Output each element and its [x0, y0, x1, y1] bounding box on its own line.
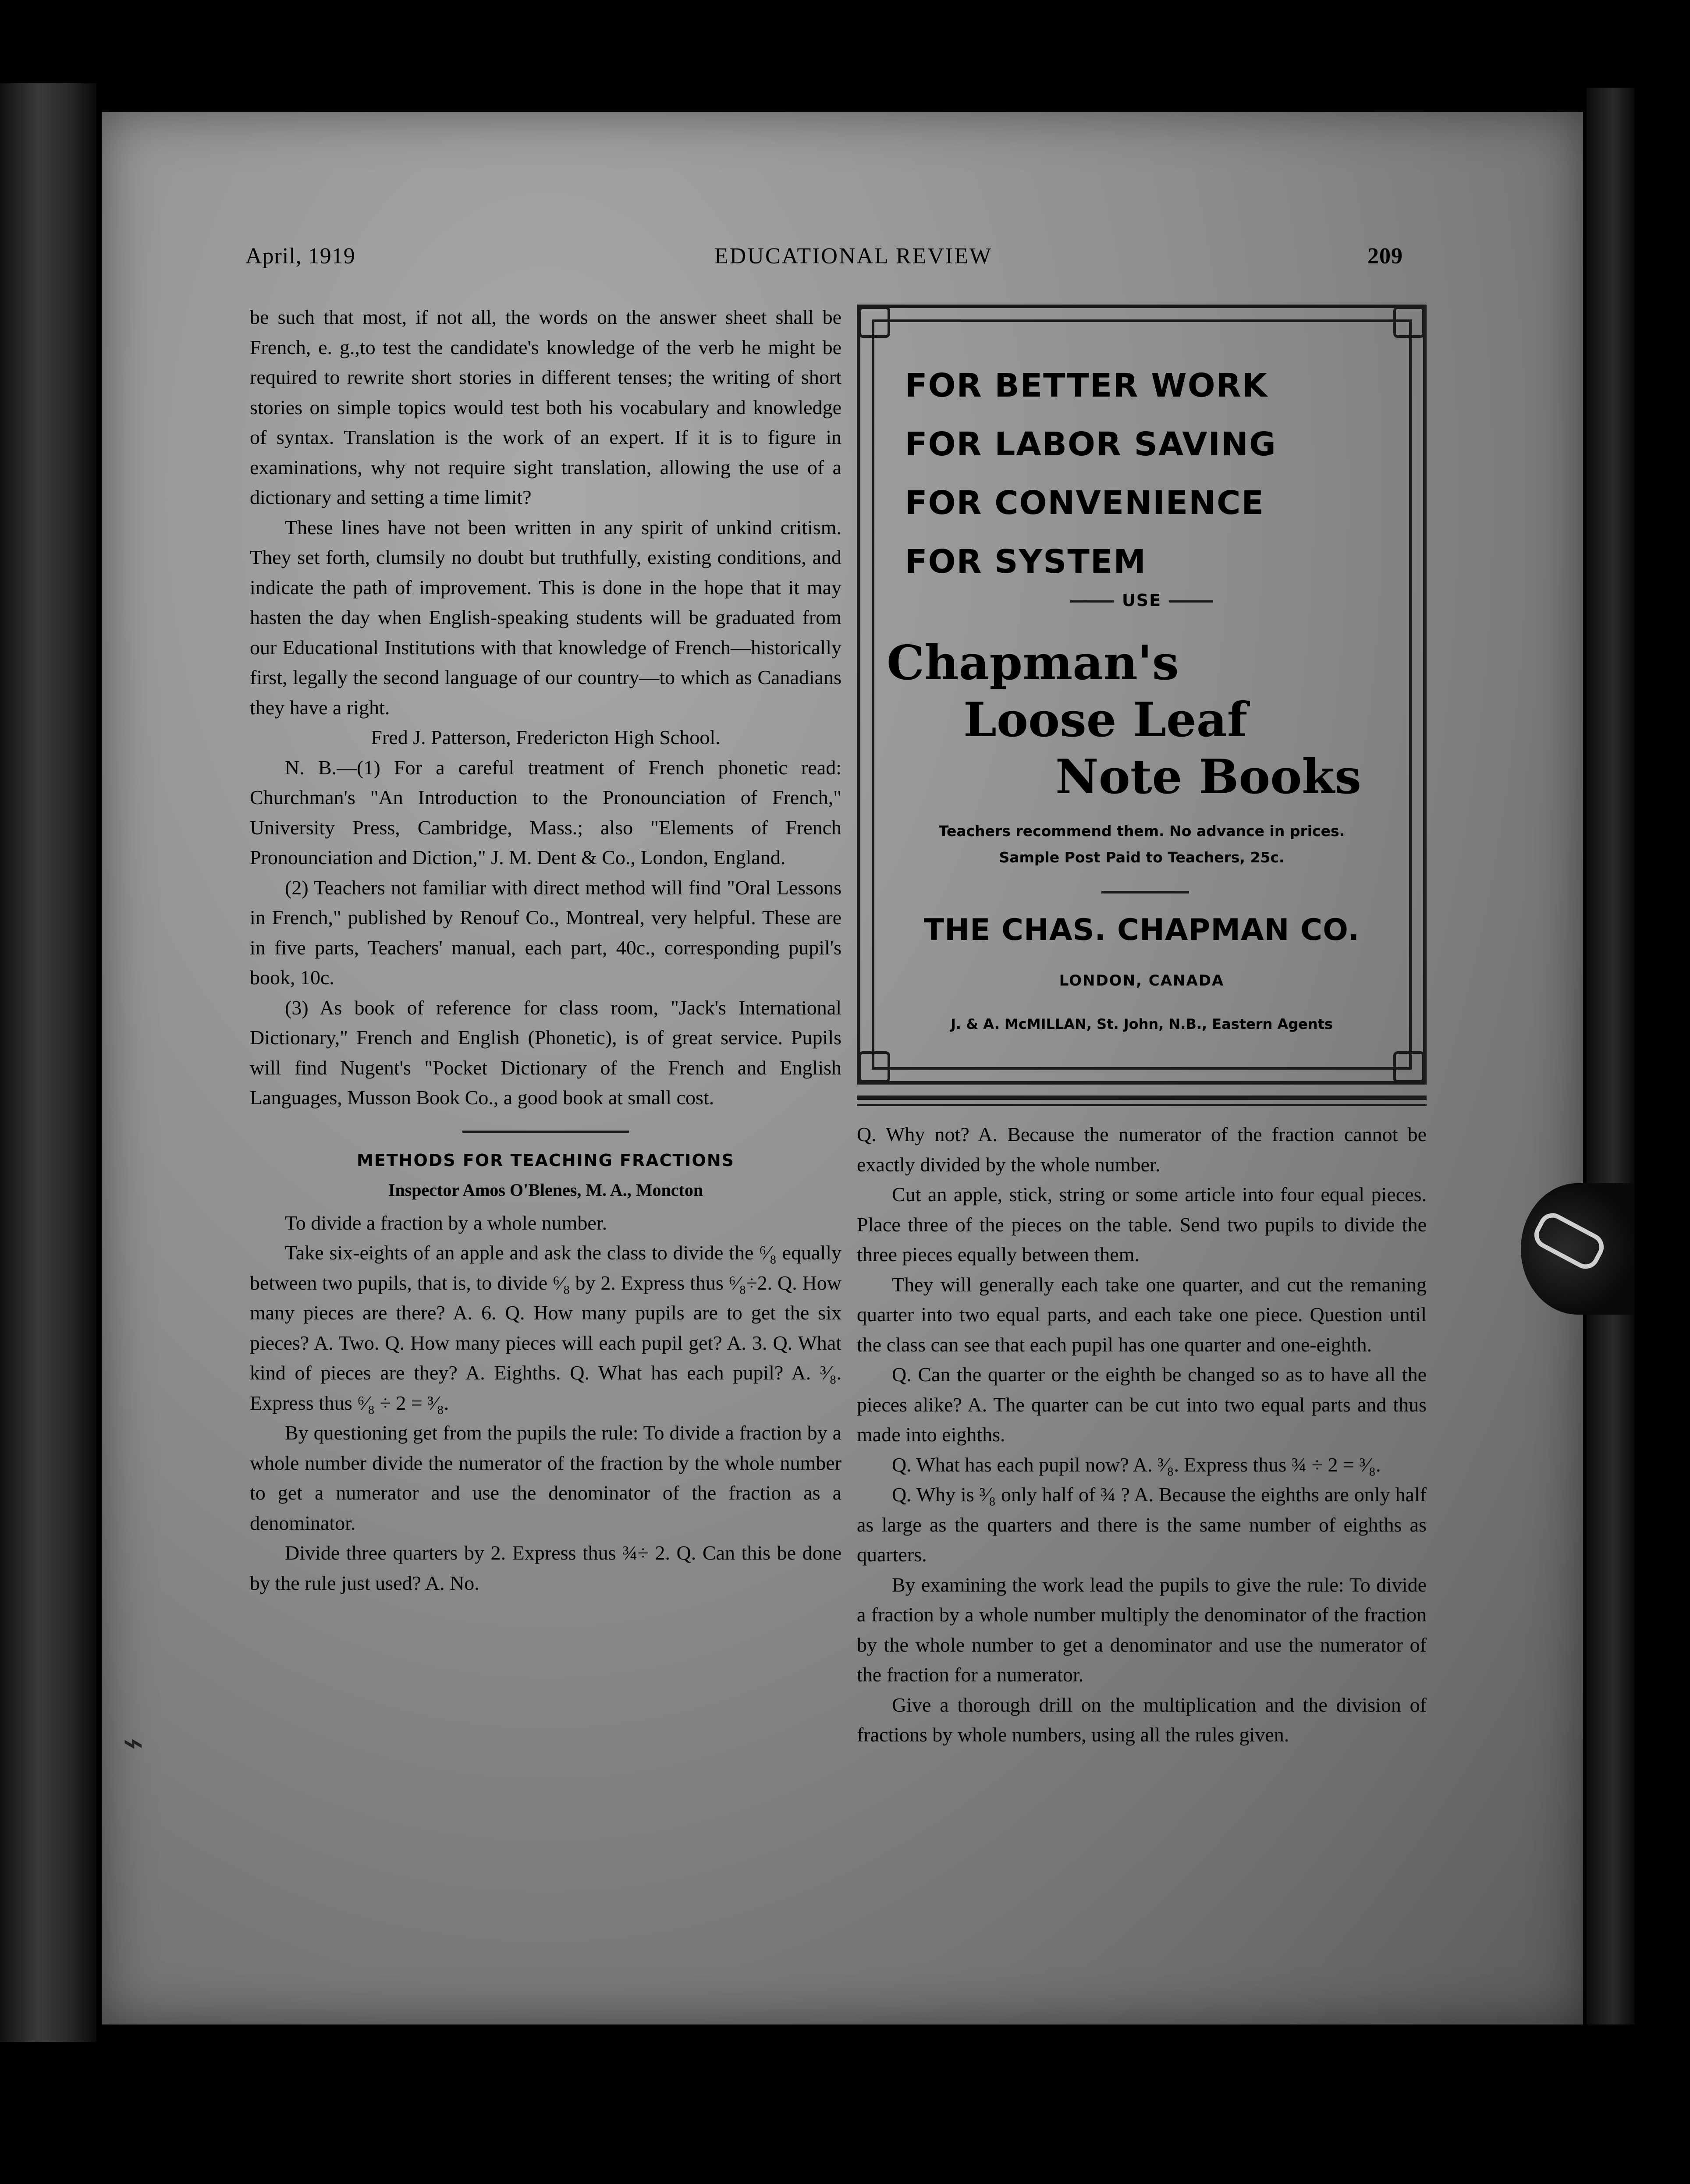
agents-line: J. & A. McMILLAN, St. John, N.B., Eastern Agents — [951, 1016, 1333, 1032]
running-header — [145, 243, 1403, 278]
paragraph: They will generally each take one quarter, and cut the remaning quarter into two equal parts, and each take one piece. Question until the class can see that each pupil has one quarter and one-eighth. — [857, 1273, 1427, 1356]
paragraph: Q. Can the quarter or the eighth be changed so as to have all the pieces alike? A. The quarter can be cut into two equal parts and thus made into eighths. — [857, 1363, 1427, 1446]
paragraph: Divide three quarters by 2. Express thus ¾÷ 2. Q. Can this be done by the rule just used? A. No. — [250, 1542, 841, 1594]
paragraph: Q. What has each pupil now? A. ³⁄₈. Express thus ¾ ÷ 2 = ³⁄₈. — [892, 1453, 1381, 1476]
ad-slogan: FOR BETTER WORK — [905, 367, 1268, 404]
ad-slogan: FOR CONVENIENCE — [905, 484, 1264, 522]
note-paragraph: (2) Teachers not familiar with direct method will find "Oral Lessons in French," published by Renouf Co., Montreal, very helpful. These are in five parts, Teachers' manual, each part, 40c., corresponding pupil's book, 10c. — [250, 876, 841, 989]
page-number: 209 — [1367, 244, 1403, 269]
brand-name: Chapman's — [887, 635, 1179, 691]
company-location: LONDON, CANADA — [1059, 972, 1225, 989]
left-column — [250, 302, 841, 1598]
paragraph: By questioning get from the pupils the rule: To divide a fraction by a whole number divide the numerator of the fraction by the whole number to get a numerator and use the denominator of the fraction as a denominator. — [250, 1422, 841, 1534]
ornament-corner — [859, 306, 890, 338]
journal-title: EDUCATIONAL REVIEW — [714, 244, 993, 269]
note-paragraph: N. B.—(1) For a careful treatment of French phonetic read: Churchman's "An Introduction to the Pronounciation of French," University Press, Cambridge, Mass.; also "Elements of French Pronounciation and Diction," J. M. Dent & Co., London, England. — [250, 756, 841, 869]
section-divider — [462, 1131, 629, 1133]
paragraph: be such that most, if not all, the words on the answer sheet shall be French, e. g.,to test the candidate's knowledge of the verb he might be required to rewrite short stories in different tenses; the writing of short stories on simple topics would test both his vocabulary and knowledge of syntax. Translation is the work of an expert. If it is to figure in examinations, why not require sight translation, allowing the use of a dictionary and setting a time limit? — [250, 306, 841, 508]
ad-slogans — [905, 356, 1277, 591]
left-page-edge — [0, 83, 96, 2042]
ornament-corner — [859, 1051, 890, 1083]
article-title: METHODS FOR TEACHING FRACTIONS — [356, 1150, 735, 1170]
advertisement-box — [857, 305, 1427, 1085]
brand-name: Note Books — [1055, 749, 1361, 805]
right-page-edge — [1587, 88, 1635, 2024]
ornament-corner — [1393, 306, 1425, 338]
ad-use-label: USE — [1122, 591, 1162, 610]
ad-slogan: FOR SYSTEM — [905, 543, 1147, 581]
ornament-corner — [1393, 1051, 1425, 1083]
column-rule — [857, 1096, 1427, 1106]
paragraph: To divide a fraction by a whole number. — [285, 1211, 607, 1234]
author-signature: Fred J. Patterson, Fredericton High School. — [371, 726, 721, 748]
paragraph: Q. Why is ³⁄₈ only half of ¾ ? A. Because the eighths are only half as large as the quarters and there is the same number of eighths as quarters. — [857, 1483, 1427, 1566]
ad-slogan: FOR LABOR SAVING — [905, 425, 1277, 463]
ad-divider — [1101, 891, 1189, 893]
brand-name: Loose Leaf — [963, 692, 1248, 748]
paragraph: By examining the work lead the pupils to give the rule: To divide a fraction by a whole number multiply the denominator of the fraction by the whole number to get a denominator and use the numerator of the fraction for a numerator. — [857, 1573, 1427, 1686]
issue-date: April, 1919 — [245, 244, 355, 269]
company-name: THE CHAS. CHAPMAN CO. — [923, 913, 1360, 947]
right-column — [857, 1120, 1427, 1750]
ad-use-line — [887, 591, 1397, 610]
paragraph: These lines have not been written in any spirit of unkind critism. They set forth, clumsily no doubt but truthfully, existing conditions, and indicate the path of improvement. This is done in the hope that it may hasten the day when English-speaking students will be graduated from our Educational Institutions with that knowledge of French—historically first, legally the second language of our country—to which as Canadians they have a right. — [250, 516, 841, 719]
paragraph: Give a thorough drill on the multiplication and the division of fractions by whole numbers, using all the rules given. — [857, 1693, 1427, 1746]
paragraph: Cut an apple, stick, string or some article into four equal pieces. Place three of the pieces on the table. Send two pupils to divide the three pieces equally between them. — [857, 1183, 1427, 1266]
ad-note: Teachers recommend them. No advance in prices. — [938, 823, 1345, 840]
margin-mark: ⌁ — [123, 1724, 144, 1762]
ad-note: Sample Post Paid to Teachers, 25c. — [999, 849, 1285, 866]
note-paragraph: (3) As book of reference for class room, "Jack's International Dictionary," French and English (Phonetic), is of great service. Pupils will find Nugent's "Pocket Dictionary of the French and English Languages, Musson Book Co., a good book at small cost. — [250, 996, 841, 1109]
paragraph: Q. Why not? A. Because the numerator of the fraction cannot be exactly divided by the whole number. — [857, 1123, 1427, 1176]
advertisement-content — [887, 334, 1397, 1055]
paragraph: Take six-eights of an apple and ask the class to divide the ⁶⁄₈ equally between two pupils, that is, to divide ⁶⁄₈ by 2. Express thus ⁶⁄₈÷2. Q. How many pieces are there? A. 6. Q. How many pupils are to get the six pieces? A. Two. Q. How many pieces will each pupil get? A. 3. Q. What kind of pieces are they? A. Eighths. Q. What has each pupil? A. ³⁄₈. Express thus ⁶⁄₈ ÷ 2 = ³⁄₈. — [250, 1241, 841, 1414]
dash-rule — [1169, 600, 1213, 603]
article-author: Inspector Amos O'Blenes, M. A., Moncton — [388, 1180, 703, 1200]
dash-rule — [1070, 600, 1114, 603]
